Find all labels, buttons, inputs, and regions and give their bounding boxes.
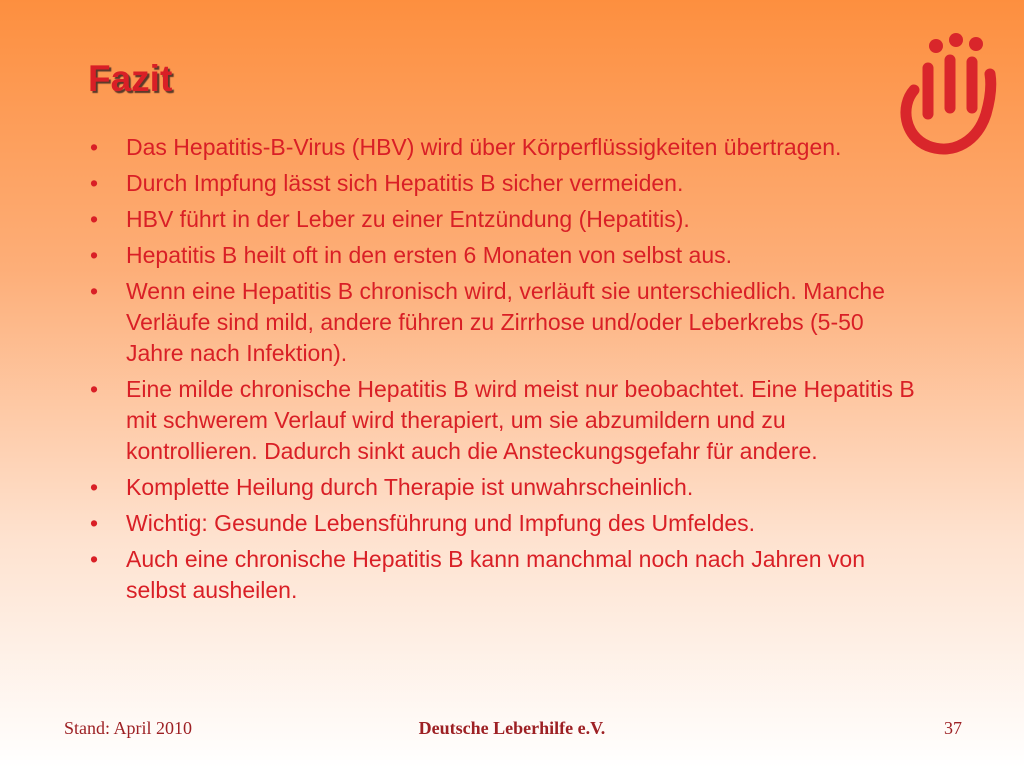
bullet-dot: •: [90, 546, 99, 572]
bullet-dot: •: [90, 170, 99, 196]
bullet-text: Komplette Heilung durch Therapie ist unwahrscheinlich.: [126, 474, 694, 500]
bullet-dot: •: [90, 510, 99, 536]
bullet-item: [90, 508, 920, 539]
bullet-text: Hepatitis B heilt oft in den ersten 6 Monaten von selbst aus.: [126, 242, 733, 268]
bullet-dot: •: [90, 376, 99, 402]
bullet-item: [90, 276, 920, 369]
bullet-item: [90, 204, 920, 235]
bullet-text: Das Hepatitis-B-Virus (HBV) wird über Körperflüssigkeiten übertragen.: [126, 134, 842, 160]
slide-title: Fazit: [88, 58, 173, 99]
bullet-item: [90, 472, 920, 503]
bullet-item: [90, 132, 920, 163]
bullet-text: Auch eine chronische Hepatitis B kann manchmal noch nach Jahren von selbst ausheilen.: [126, 546, 865, 603]
bullet-text: Wichtig: Gesunde Lebensführung und Impfung des Umfeldes.: [126, 510, 756, 536]
bullet-item: [90, 544, 920, 606]
bullet-item: [90, 374, 920, 467]
footer-date: Stand: April 2010: [64, 718, 193, 738]
bullet-text: Wenn eine Hepatitis B chronisch wird, verläuft sie unterschiedlich. Manche Verläufe sind mild, andere führen zu Zirrhose und/oder Leberkrebs (5-50 Jahre nach Infektion).: [126, 278, 885, 366]
bullet-dot: •: [90, 206, 99, 232]
bullet-dot: •: [90, 242, 99, 268]
bullet-dot: •: [90, 474, 99, 500]
bullet-text: HBV führt in der Leber zu einer Entzündung (Hepatitis).: [126, 206, 690, 232]
footer-organization: Deutsche Leberhilfe e.V.: [418, 718, 606, 738]
bullet-dot: •: [90, 278, 99, 304]
bullet-item: [90, 168, 920, 199]
page-number: 37: [944, 718, 962, 738]
bullet-text: Eine milde chronische Hepatitis B wird meist nur beobachtet. Eine Hepatitis B mit schwerem Verlauf wird therapiert, um sie abzumildern und zu kontrollieren. Dadurch sinkt auch die Ansteckungsgefahr für andere.: [126, 376, 915, 464]
bullet-text: Durch Impfung lässt sich Hepatitis B sicher vermeiden.: [126, 170, 684, 196]
bullet-item: [90, 240, 920, 271]
bullet-dot: •: [90, 134, 99, 160]
bullet-list: [90, 132, 920, 611]
